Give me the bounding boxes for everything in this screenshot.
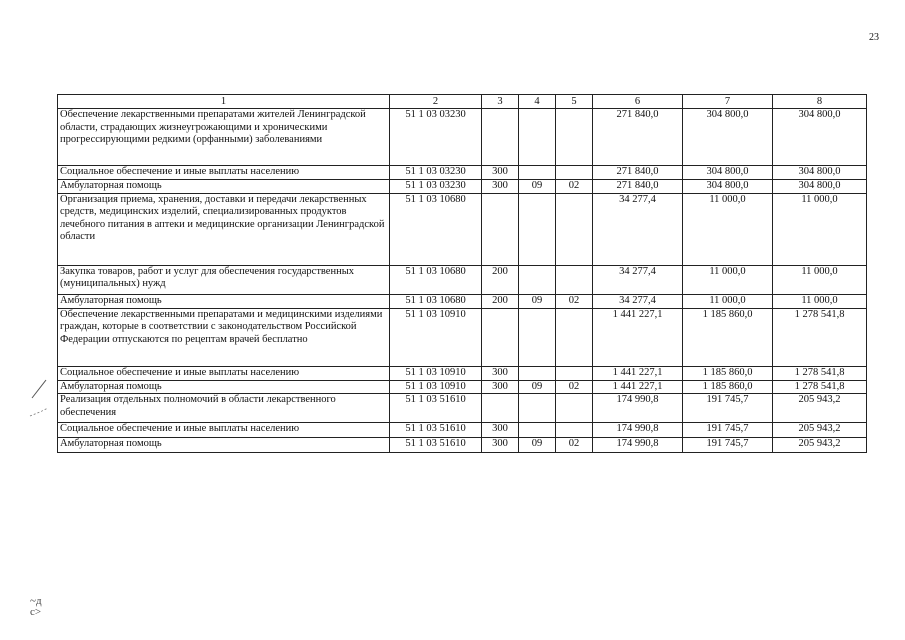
header-col-8: 8 <box>773 95 867 109</box>
table-header-row <box>58 95 867 109</box>
header-col-2: 2 <box>390 95 482 109</box>
row-value-col6: 174 990,8 <box>593 423 683 438</box>
row-code: 51 1 03 10680 <box>390 193 482 265</box>
row-expense-type: 300 <box>482 366 519 380</box>
row-value-col6: 174 990,8 <box>593 438 683 453</box>
row-subsection <box>556 109 593 166</box>
row-value-col6: 1 441 227,1 <box>593 380 683 394</box>
row-value-col6: 34 277,4 <box>593 294 683 308</box>
row-expense-type: 300 <box>482 438 519 453</box>
row-value-col6: 1 441 227,1 <box>593 308 683 366</box>
row-value-col8: 1 278 541,8 <box>773 380 867 394</box>
row-value-col8: 304 800,0 <box>773 180 867 194</box>
row-value-col7: 1 185 860,0 <box>683 366 773 380</box>
row-subsection <box>556 166 593 180</box>
row-code: 51 1 03 03230 <box>390 109 482 166</box>
row-subsection: 02 <box>556 380 593 394</box>
row-expense-type: 200 <box>482 294 519 308</box>
row-name: Социальное обеспечение и иные выплаты населению <box>58 423 390 438</box>
row-section <box>519 366 556 380</box>
row-section: 09 <box>519 294 556 308</box>
row-expense-type: 300 <box>482 380 519 394</box>
header-col-4: 4 <box>519 95 556 109</box>
row-section: 09 <box>519 380 556 394</box>
table-row <box>58 294 867 308</box>
row-value-col8: 205 943,2 <box>773 394 867 423</box>
row-value-col8: 205 943,2 <box>773 438 867 453</box>
table-row <box>58 423 867 438</box>
table-row <box>58 438 867 453</box>
row-name: Закупка товаров, работ и услуг для обеспечения государственных (муниципальных) нужд <box>58 265 390 294</box>
row-section <box>519 423 556 438</box>
row-code: 51 1 03 03230 <box>390 180 482 194</box>
row-value-col8: 1 278 541,8 <box>773 366 867 380</box>
row-value-col7: 304 800,0 <box>683 109 773 166</box>
row-subsection: 02 <box>556 438 593 453</box>
row-value-col8: 304 800,0 <box>773 166 867 180</box>
row-subsection <box>556 394 593 423</box>
row-subsection: 02 <box>556 294 593 308</box>
row-code: 51 1 03 10910 <box>390 366 482 380</box>
row-expense-type: 200 <box>482 265 519 294</box>
row-value-col7: 1 185 860,0 <box>683 380 773 394</box>
row-name: Амбулаторная помощь <box>58 294 390 308</box>
row-value-col7: 11 000,0 <box>683 294 773 308</box>
row-value-col6: 271 840,0 <box>593 180 683 194</box>
row-value-col7: 191 745,7 <box>683 423 773 438</box>
row-section: 09 <box>519 180 556 194</box>
margin-note <box>30 596 42 618</box>
row-section <box>519 193 556 265</box>
row-section <box>519 394 556 423</box>
row-value-col7: 191 745,7 <box>683 438 773 453</box>
table-row <box>58 394 867 423</box>
row-name: Обеспечение лекарственными препаратами жителей Ленинградской области, страдающих жизнеугрожающими и хроническими прогрессирующими редкими (орфанными) заболеваниями <box>58 109 390 166</box>
row-code: 51 1 03 51610 <box>390 438 482 453</box>
header-col-6: 6 <box>593 95 683 109</box>
row-value-col6: 1 441 227,1 <box>593 366 683 380</box>
row-expense-type: 300 <box>482 166 519 180</box>
row-section <box>519 265 556 294</box>
table-row <box>58 109 867 166</box>
row-name: Социальное обеспечение и иные выплаты населению <box>58 366 390 380</box>
table-row <box>58 308 867 366</box>
row-code: 51 1 03 51610 <box>390 423 482 438</box>
row-name: Организация приема, хранения, доставки и передачи лекарственных средств, медицинских изделий, специализированных продуктов лечебного питания в аптеки и медицинские организации Ленинградской области <box>58 193 390 265</box>
row-value-col6: 34 277,4 <box>593 265 683 294</box>
row-expense-type <box>482 394 519 423</box>
row-value-col7: 191 745,7 <box>683 394 773 423</box>
row-expense-type <box>482 109 519 166</box>
row-section <box>519 166 556 180</box>
row-section <box>519 308 556 366</box>
row-value-col7: 11 000,0 <box>683 193 773 265</box>
row-section: 09 <box>519 438 556 453</box>
header-col-3: 3 <box>482 95 519 109</box>
table-row <box>58 265 867 294</box>
margin-note-line-2: с> <box>30 606 42 618</box>
row-section <box>519 109 556 166</box>
row-code: 51 1 03 10680 <box>390 294 482 308</box>
row-value-col8: 11 000,0 <box>773 193 867 265</box>
row-value-col8: 11 000,0 <box>773 265 867 294</box>
row-subsection <box>556 193 593 265</box>
page-number: 23 <box>869 32 879 43</box>
row-value-col8: 11 000,0 <box>773 294 867 308</box>
row-code: 51 1 03 10910 <box>390 308 482 366</box>
table-row <box>58 193 867 265</box>
row-name: Обеспечение лекарственными препаратами и медицинскими изделиями граждан, которые в соответствии с законодательством Российской Федерации отпускаются по рецептам врачей бесплатно <box>58 308 390 366</box>
budget-table <box>57 94 867 453</box>
row-expense-type: 300 <box>482 180 519 194</box>
margin-note-line-1: ~д <box>30 595 42 607</box>
row-value-col7: 304 800,0 <box>683 180 773 194</box>
table-row <box>58 366 867 380</box>
row-subsection: 02 <box>556 180 593 194</box>
row-value-col7: 1 185 860,0 <box>683 308 773 366</box>
row-value-col6: 34 277,4 <box>593 193 683 265</box>
row-code: 51 1 03 03230 <box>390 166 482 180</box>
row-value-col6: 271 840,0 <box>593 109 683 166</box>
header-col-1: 1 <box>58 95 390 109</box>
row-value-col8: 1 278 541,8 <box>773 308 867 366</box>
row-code: 51 1 03 10910 <box>390 380 482 394</box>
row-value-col7: 11 000,0 <box>683 265 773 294</box>
margin-pen-mark <box>28 378 58 424</box>
row-value-col8: 205 943,2 <box>773 423 867 438</box>
header-col-7: 7 <box>683 95 773 109</box>
header-col-5: 5 <box>556 95 593 109</box>
row-value-col6: 174 990,8 <box>593 394 683 423</box>
table-row <box>58 166 867 180</box>
row-expense-type <box>482 193 519 265</box>
row-value-col8: 304 800,0 <box>773 109 867 166</box>
row-name: Реализация отдельных полномочий в области лекарственного обеспечения <box>58 394 390 423</box>
row-name: Амбулаторная помощь <box>58 180 390 194</box>
table-row <box>58 380 867 394</box>
row-value-col6: 271 840,0 <box>593 166 683 180</box>
row-code: 51 1 03 10680 <box>390 265 482 294</box>
table-row <box>58 180 867 194</box>
row-subsection <box>556 366 593 380</box>
row-expense-type: 300 <box>482 423 519 438</box>
row-value-col7: 304 800,0 <box>683 166 773 180</box>
row-name: Социальное обеспечение и иные выплаты населению <box>58 166 390 180</box>
row-code: 51 1 03 51610 <box>390 394 482 423</box>
row-expense-type <box>482 308 519 366</box>
row-name: Амбулаторная помощь <box>58 380 390 394</box>
row-name: Амбулаторная помощь <box>58 438 390 453</box>
row-subsection <box>556 308 593 366</box>
row-subsection <box>556 423 593 438</box>
row-subsection <box>556 265 593 294</box>
